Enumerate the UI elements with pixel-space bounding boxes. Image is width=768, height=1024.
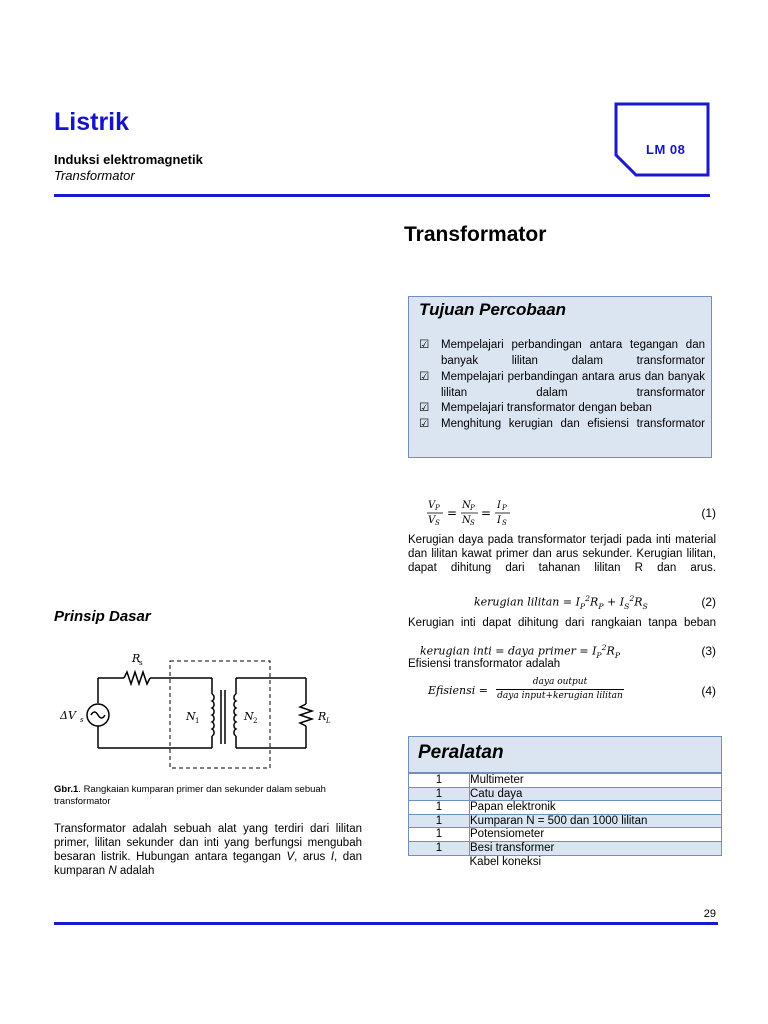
equation-2: kerugian lilitan = $I_P^2R_P + I_S^2R_S$ (2)	[474, 594, 716, 611]
figure-caption: Gbr.1. Rangkaian kumparan primer dan sekunder dalam sebuah transformator	[54, 784, 326, 807]
paragraph-core-loss: Kerugian inti dapat dihitung dari rangkaian tanpa beban	[408, 617, 716, 629]
svg-text:S: S	[502, 519, 507, 527]
transformer-circuit-diagram	[54, 648, 354, 774]
svg-text:s: s	[80, 716, 84, 724]
code-box-frame	[614, 102, 710, 177]
svg-text:P: P	[435, 504, 440, 512]
equation-3: kerugian inti = daya primer = $I_P^2R_P$ (3)	[420, 643, 716, 660]
page-title: Transformator	[404, 223, 547, 246]
svg-text:R: R	[318, 710, 327, 723]
svg-text:N: N	[186, 710, 196, 723]
table-row: 1 Potensiometer	[409, 828, 722, 842]
checkbox-checked-icon: ☑	[419, 402, 430, 414]
paragraph-efficiency: Efisiensi transformator adalah	[408, 658, 561, 670]
svg-text:P: P	[502, 504, 507, 512]
svg-text:I: I	[497, 500, 501, 511]
table-row: 1 Multimeter	[409, 774, 722, 788]
topic-title: Induksi elektromagnetik	[54, 152, 203, 167]
subtopic-title: Transformator	[54, 168, 135, 183]
equipment-table	[408, 773, 722, 868]
svg-text:L: L	[326, 717, 331, 725]
svg-text:I: I	[497, 515, 501, 526]
equation-1: V P V S = N P N S = I P I S (1)	[428, 500, 716, 527]
paragraph-losses: Kerugian daya pada transformator terjadi pada inti material dan lilitan kawat primer dan arus sekunder. Kerugian lilitan, dapat dihitung dari tahanan lilitan R dan arus.	[408, 534, 716, 574]
objective-item: ☑ Mempelajari transformator dengan beban	[419, 401, 705, 417]
svg-text:=: =	[481, 506, 492, 520]
svg-text:V: V	[428, 515, 436, 526]
svg-text:N: N	[462, 500, 471, 511]
table-row: 1 Papan elektronik	[409, 801, 722, 815]
svg-text:N: N	[462, 515, 471, 526]
svg-text:V: V	[428, 500, 436, 511]
paragraph-intro: Transformator adalah sebuah alat yang terdiri dari lilitan primer, lilitan sekunder dan inti yang berfungsi mengubah besaran listrik. Hubungan antara tegangan V, arus I, dan kumparan N adalah	[54, 823, 362, 877]
svg-text:S: S	[435, 519, 440, 527]
svg-text:=: =	[447, 506, 458, 520]
section-title-principle: Prinsip Dasar	[54, 608, 151, 625]
header-rule	[54, 194, 710, 197]
svg-text:ΔV: ΔV	[60, 709, 76, 722]
module-code: LM 08	[646, 142, 686, 157]
equipment-title: Peralatan	[418, 742, 504, 763]
objective-item: ☑ Mempelajari perbandingan antara arus dan banyak lilitan dalam transformator	[419, 371, 705, 399]
equation-4: Efisiensi = daya output daya input+kerugian lilitan (4)	[428, 677, 716, 701]
checkbox-checked-icon: ☑	[419, 371, 430, 383]
table-row: 1 Catu daya	[409, 787, 722, 801]
svg-text:R: R	[132, 652, 141, 665]
svg-text:S: S	[470, 519, 475, 527]
objectives-title: Tujuan Percobaan	[419, 300, 567, 319]
equation-1-formula	[426, 498, 536, 528]
svg-text:2: 2	[253, 717, 258, 725]
subject-title: Listrik	[54, 108, 130, 136]
footer-rule	[54, 922, 718, 925]
table-row: 1 Kumparan N = 500 dan 1000 lilitan	[409, 814, 722, 828]
checkbox-checked-icon: ☑	[419, 339, 430, 351]
table-row: 1 Besi transformer	[409, 841, 722, 855]
svg-text:N: N	[244, 710, 254, 723]
table-row: Kabel koneksi	[409, 855, 722, 868]
svg-text:s: s	[139, 659, 143, 667]
svg-text:P: P	[470, 504, 475, 512]
page-number: 29	[703, 908, 716, 920]
objective-item: ☑ Menghitung kerugian dan efisiensi transformator	[419, 417, 705, 433]
checkbox-checked-icon: ☑	[419, 418, 430, 430]
objective-item: ☑ Mempelajari perbandingan antara tegangan dan banyak lilitan dalam transformator	[419, 339, 705, 367]
svg-text:1: 1	[195, 717, 200, 725]
